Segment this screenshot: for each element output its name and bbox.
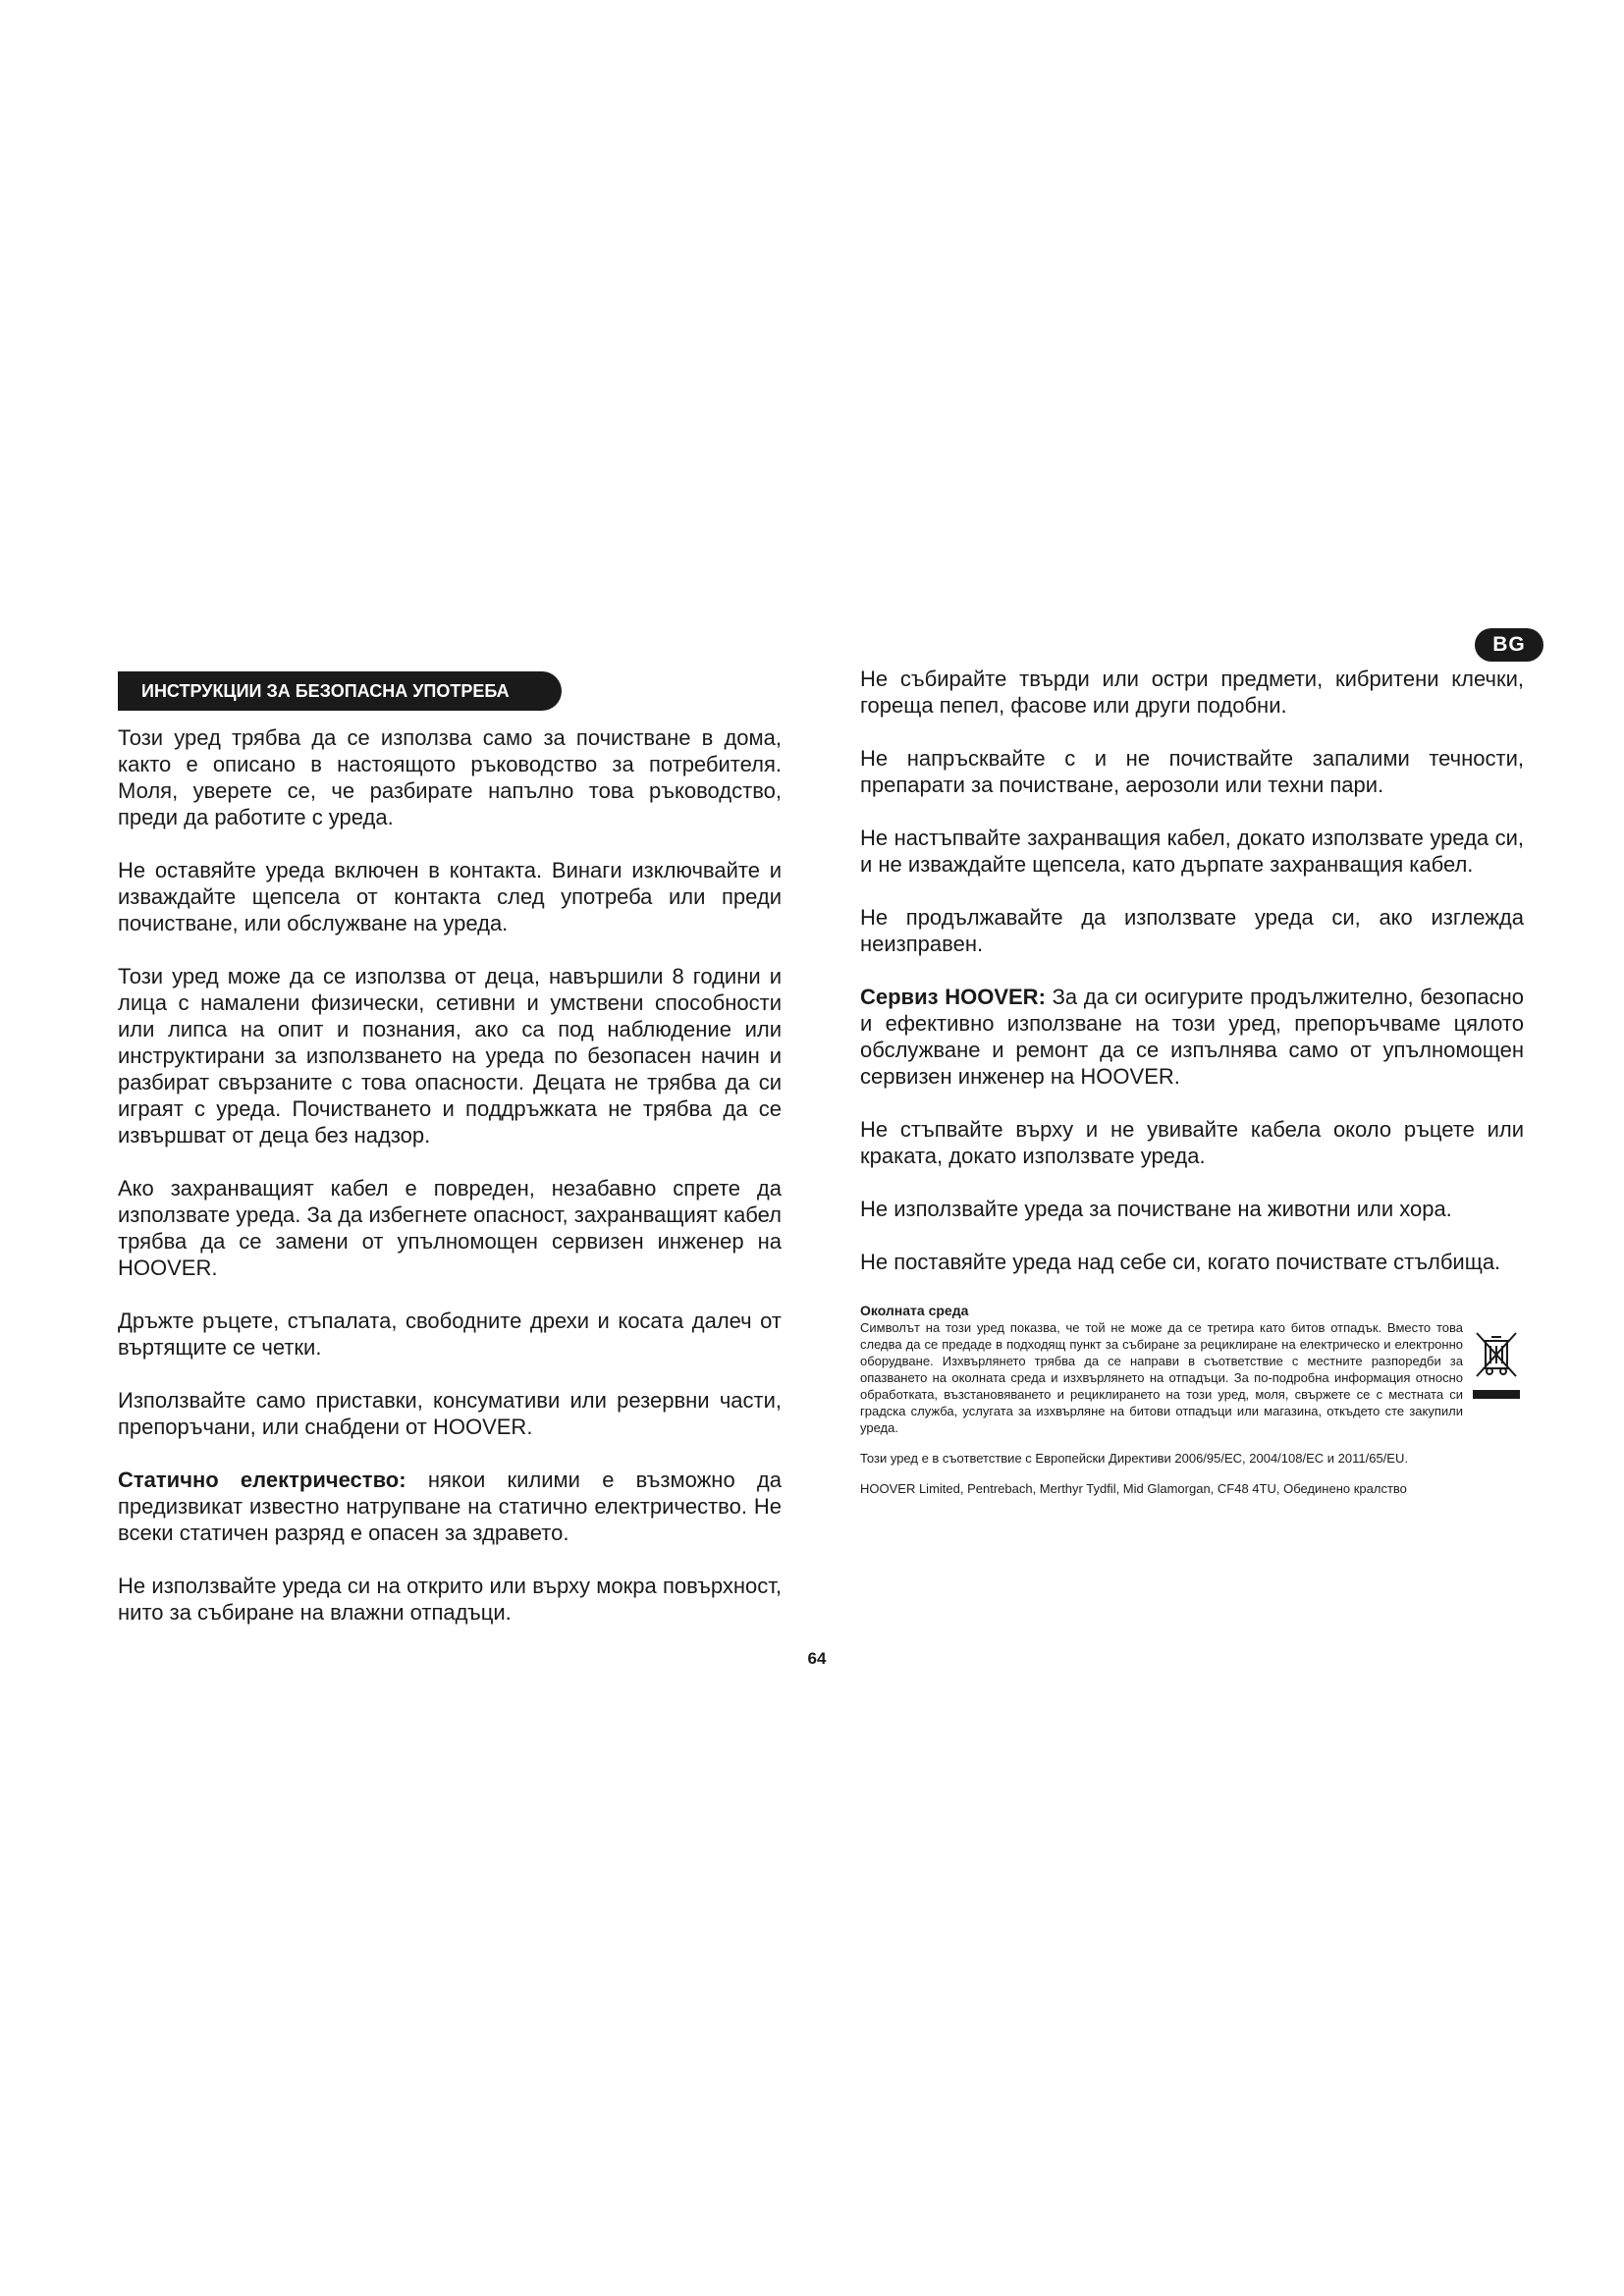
paragraph-text: Ако захранващият кабел е повреден, незабавно спрете да използвате уреда. За да избегнете опасност, захранващият кабел трябва да се замени от упълномощен сервизен инженер на HOOVER.	[118, 1176, 782, 1280]
right-column	[860, 666, 1524, 1497]
page-number: 64	[807, 1649, 827, 1668]
bin-underline-bar	[1473, 1390, 1520, 1399]
paragraph-lead: Статично електричество:	[118, 1468, 406, 1492]
paragraph-text: Не използвайте уреда за почистване на животни или хора.	[860, 1197, 1452, 1221]
paragraph	[118, 857, 782, 936]
paragraph	[860, 1116, 1524, 1169]
paragraph	[860, 1196, 1524, 1222]
paragraph	[860, 745, 1524, 798]
paragraph-text: Този уред трябва да се използва само за почистване в дома, както е описано в настоящото ръководство за потребителя. Моля, уверете се, че разбирате напълно това ръководство, преди да работите с уреда.	[118, 725, 782, 829]
paragraph	[118, 963, 782, 1148]
left-column	[118, 724, 782, 1652]
manufacturer-address: HOOVER Limited, Pentrebach, Merthyr Tydfil, Mid Glamorgan, CF48 4TU, Обединено кралство	[860, 1481, 1407, 1496]
environment-notice	[860, 1302, 1524, 1436]
paragraph-text: Не стъпвайте върху и не увивайте кабела около ръцете или краката, докато използвате уреда.	[860, 1117, 1524, 1168]
crossed-out-wheelie-bin-icon	[1469, 1329, 1524, 1399]
paragraph-text: Не поставяйте уреда над себе си, когато почиствате стълбища.	[860, 1250, 1501, 1274]
paragraph-text: Този уред може да се използва от деца, навършили 8 години и лица с намалени физически, сетивни и умствени способности или липса на опит и познания, ако са под наблюдение или инструктирани за използването на уреда по безопасен начин и разбират свързаните с това опасности. Децата не трябва да си играят с уреда. Почистването и поддръжката не трябва да се извършват от деца без надзор.	[118, 964, 782, 1148]
environment-title: Околната среда	[860, 1303, 969, 1318]
paragraph-text: някои килими е възможно да предизвикат известно натрупване на статично електричество. Не всеки статичен разряд е опасен за здравето.	[118, 1468, 782, 1545]
language-badge: BG	[1475, 628, 1543, 662]
paragraph	[118, 1175, 782, 1281]
paragraph-hoover-service	[860, 984, 1524, 1090]
environment-text: Символът на този уред показва, че той не може да се третира като битов отпадък. Вместо това следва да се предаде в подходящ пункт за събиране за рециклиране на електрическо и електронно оборудване. Изхвърлянето трябва да се направи в съответствие с местните разпоредби за опазването на околната среда и изхвърлянето на отпадъци. За по-подробна информация относно обработката, възстановяването и рециклирането на този уред, моля, свържете се с местната си градска служба, услугата за изхвърляне на битови отпадъци или магазина, откъдето сте закупили уреда.	[860, 1320, 1463, 1435]
paragraph-text: Използвайте само приставки, консумативи или резервни части, препоръчани, или снабдени от HOOVER.	[118, 1388, 782, 1439]
paragraph-text: За да си осигурите продължително, безопасно и ефективно използване на този уред, препоръчваме цялото обслужване и ремонт да се изпълнява само от упълномощен сервизен инженер на HOOVER.	[860, 985, 1524, 1089]
paragraph-text: Не напръсквайте с и не почиствайте запалими течности, препарати за почистване, аерозоли или техни пари.	[860, 746, 1524, 797]
paragraph	[860, 666, 1524, 719]
paragraph-text: Не събирайте твърди или остри предмети, кибритени клечки, гореща пепел, фасове или други подобни.	[860, 667, 1524, 718]
paragraph-text: Не използвайте уреда си на открито или върху мокра повърхност, нито за събиране на влажни отпадъци.	[118, 1574, 782, 1625]
paragraph-static-electricity	[118, 1467, 782, 1546]
paragraph-text: Не продължавайте да използвате уреда си, ако изглежда неизправен.	[860, 905, 1524, 956]
paragraph-lead: Сервиз HOOVER:	[860, 985, 1046, 1009]
paragraph	[118, 1308, 782, 1361]
paragraph	[118, 1573, 782, 1626]
paragraph	[118, 1387, 782, 1440]
paragraph	[118, 724, 782, 830]
paragraph	[860, 1249, 1524, 1275]
section-title: ИНСТРУКЦИИ ЗА БЕЗОПАСНА УПОТРЕБА	[118, 671, 562, 711]
paragraph	[860, 825, 1524, 878]
paragraph-text: Не оставяйте уреда включен в контакта. Винаги изключвайте и изваждайте щепсела от контакта след употреба или преди почистване, или обслужване на уреда.	[118, 858, 782, 935]
directives-text: Този уред е в съответствие с Европейски Директиви 2006/95/EC, 2004/108/EC и 2011/65/EU.	[860, 1451, 1408, 1466]
paragraph	[860, 904, 1524, 957]
paragraph-text: Дръжте ръцете, стъпалата, свободните дрехи и косата далеч от въртящите се четки.	[118, 1308, 782, 1360]
paragraph-text: Не настъпвайте захранващия кабел, докато използвате уреда си, и не изваждайте щепсела, като дърпате захранващия кабел.	[860, 826, 1524, 877]
